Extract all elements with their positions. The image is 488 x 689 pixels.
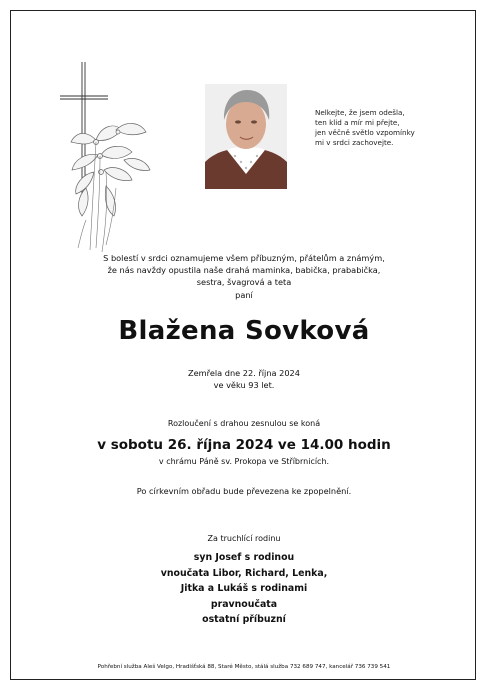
farewell-intro: Rozloučení s drahou zesnulou se koná (167, 419, 321, 428)
death-age: ve věku 93 let. (213, 380, 275, 390)
mourner-line: pravnoučata (210, 598, 278, 610)
farewell-place: v chrámu Páně sv. Prokopa ve Stříbrnicích. (158, 457, 330, 466)
announcement-line: S bolestí v srdci oznamujeme všem příbuzným, přátelům a známým, (103, 253, 385, 263)
death-info (0, 367, 488, 391)
cremation-note: Po církevním obřadu bude převezena ke zpopelnění. (136, 486, 352, 496)
cross-lily-ornament (56, 60, 156, 260)
quote-line: jen věčně světlo vzpomínky (315, 128, 415, 137)
death-date: Zemřela dne 22. října 2024 (188, 368, 300, 378)
mourners-list (0, 550, 488, 628)
announcement-line: že nás navždy opustila naše drahá maminka, babička, prababička, (107, 265, 381, 276)
mourner-line: syn Josef s rodinou (193, 552, 295, 563)
mourner-line: ostatní příbuzní (202, 614, 286, 625)
funeral-service-footer: Pohřební služba Aleš Velgo, Hradišťská 88, Staré Město, stálá služba 732 689 747, kancelář 736 739 541 (97, 664, 391, 670)
quote-line: Nelkejte, že jsem odešla, (315, 108, 405, 117)
mourner-line: vnoučata Libor, Richard, Lenka, (160, 567, 328, 579)
announcement-line: paní (235, 289, 253, 300)
mourners-intro: Za truchlící rodinu (207, 534, 281, 543)
deceased-name: Blažena Sovková (118, 316, 370, 346)
memorial-quote (315, 108, 465, 148)
quote-line: mi v srdci zachovejte. (315, 138, 394, 147)
portrait-photo (205, 84, 287, 189)
mourner-line: Jitka a Lukáš s rodinami (180, 583, 308, 594)
lily-bouquet-icon (71, 123, 150, 216)
quote-line: ten klid a mír mi přejte, (315, 118, 400, 127)
announcement-text (0, 252, 488, 301)
farewell-datetime: v sobotu 26. října 2024 ve 14.00 hodin (97, 437, 391, 453)
announcement-line: sestra, švagrová a teta (196, 277, 292, 288)
